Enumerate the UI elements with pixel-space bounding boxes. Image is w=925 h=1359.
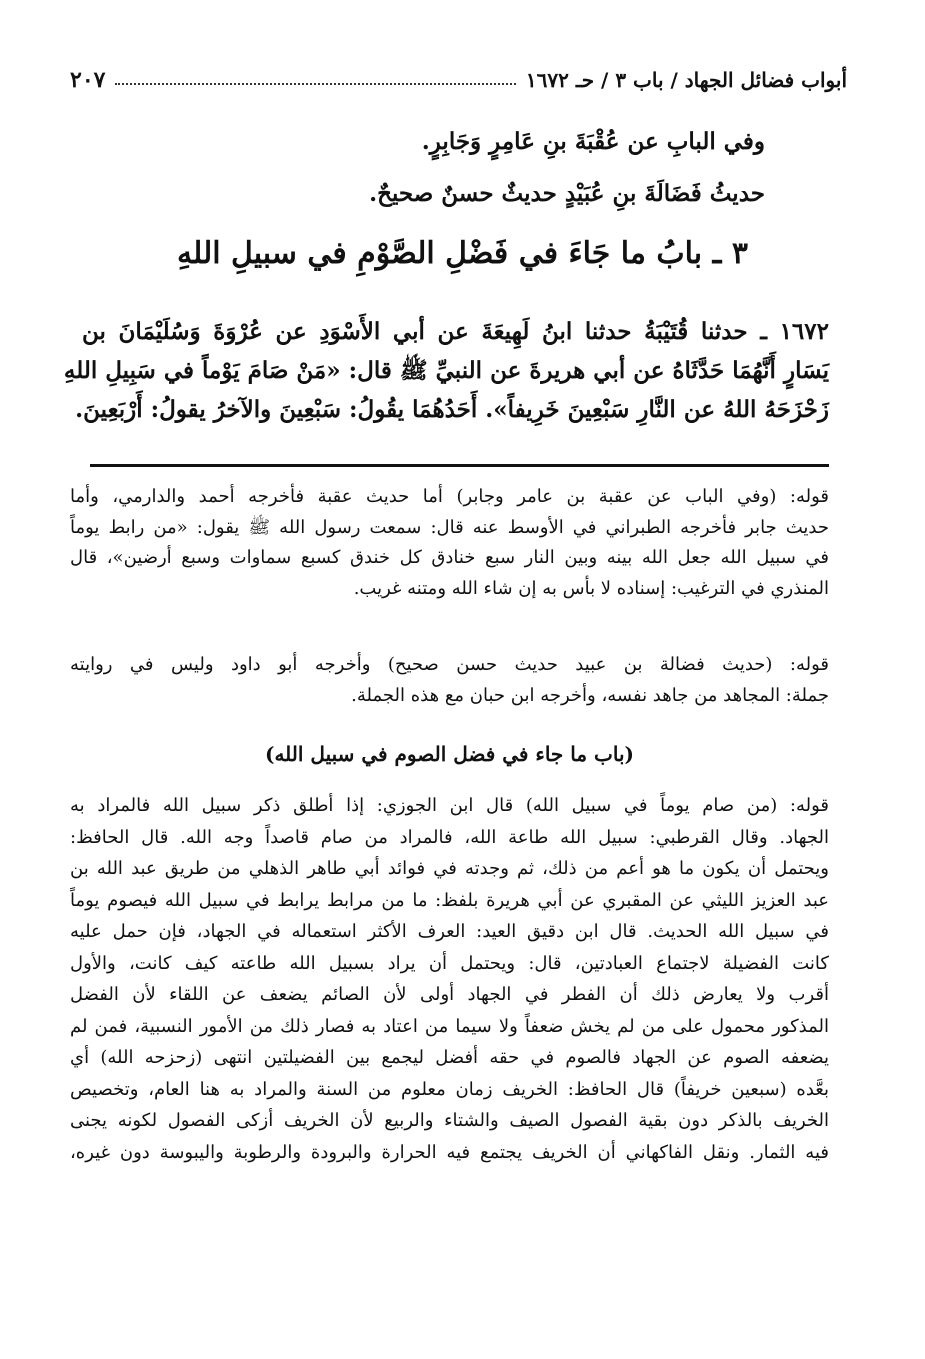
commentary-line: حديث جابر فأخرجه الطبراني في الأوسط عنه قال: سمعت رسول الله ﷺ يقول: «من رابط يوماً <box>70 516 829 538</box>
hadith-text <box>63 312 829 429</box>
hadith-line: ١٦٧٢ ـ حدثنا قُتَيْبَةُ حدثنا ابنُ لَهِيعَةَ عن أبي الأَسْوَدِ عن عُرْوَةَ وَسُلَيْمَانَ بن <box>82 318 829 345</box>
intro-line-2: حديثُ فَضَالَةَ بنِ عُبَيْدٍ حديثٌ حسنٌ صحيحٌ. <box>369 180 765 207</box>
intro-line-1: وفي البابِ عن عُقْبَةَ بنِ عَامِرٍ وَجَابِرٍ. <box>421 128 765 155</box>
commentary-line: قوله: (من صام يوماً في سبيل الله) قال ابن الجوزي: إذا أطلق ذكر سبيل الله فالمراد به <box>70 795 829 816</box>
commentary-line: أقرب ولا يعارض ذلك أن الفطر في الجهاد أولى لأن الصائم يضعف عن اللقاء لأن الفضل <box>70 984 829 1005</box>
commentary-line: الجهاد. وقال القرطبي: سبيل الله طاعة الله، فالمراد من صام قاصداً وجه الله. قال الحافظ: <box>70 826 829 848</box>
commentary-paragraph-1 <box>70 482 829 604</box>
commentary-paragraph-3 <box>70 790 829 1168</box>
commentary-line: عبد العزيز الليثي عن المقبري عن أبي هريرة بلفظ: ما من مرابط يرابط في سبيل الله فيصوم يوماً <box>70 889 829 911</box>
running-header <box>70 60 847 100</box>
hadith-line: يَسَارٍ أَنَّهُمَا حَدَّثَاهُ عن أبي هريرةَ عن النبيِّ ﷺ قال: «مَنْ صَامَ يَوْماً في سَبِيلِ اللهِ <box>63 357 829 384</box>
commentary-line: في سبيل الله جعل الله بينه وبين النار سبع خنادق كل خندق كسبع سماوات وسبع أرضين»، قال <box>70 547 829 568</box>
chapter-title: ٣ ـ بابُ ما جَاءَ في فَضْلِ الصَّوْمِ في سبيلِ اللهِ <box>177 236 748 271</box>
commentary-paragraph-2 <box>70 650 829 711</box>
footnote-divider <box>90 464 829 467</box>
commentary-line: جملة: المجاهد من جاهد نفسه، وأخرجه ابن حبان مع هذه الجملة. <box>351 684 829 706</box>
commentary-line: المنذري في الترغيب: إسناده لا بأس به إن شاء الله ومتنه غريب. <box>353 577 829 599</box>
commentary-line: بعَّده (سبعين خريفاً) قال الحافظ: الخريف زمان معلوم من السنة والمراد به هنا العام، وتخصيص <box>70 1078 829 1100</box>
commentary-line: ويحتمل أن يكون ما هو أعم من ذلك، ثم وجدته في فوائد أبي طاهر الذهلي من طريق عبد الله بن <box>70 858 829 879</box>
leader-dots <box>115 83 515 85</box>
commentary-line: يضعفه الصوم عن الجهاد فالصوم في حقه أفضل ليجمع بين الفضيلتين انتهى (زحزحه الله) أي <box>70 1047 829 1068</box>
commentary-line: فيه الثمار. ونقل الفاكهاني أن الخريف يجتمع فيه الحرارة والبرودة والرطوبة واليبوسة دون غيره، <box>70 1141 829 1163</box>
running-title: أبواب فضائل الجهاد / باب ٣ / حـ ١٦٧٢ <box>525 68 847 92</box>
commentary-line: الخريف بالذكر دون بقية الفصول الصيف والشتاء والربيع لأن الخريف أزكى الفصول لكونه يجنى <box>70 1110 829 1131</box>
commentary-line: كانت الفضيلة لاجتماع العبادتين، قال: ويحتمل أن يراد بسبيل الله طاعته كيف كانت، والأول <box>70 952 829 974</box>
commentary-line: في سبيل الله الحديث. قال ابن دقيق العيد: العرف الأكثر استعماله في الجهاد، فإن حمل عليه <box>70 921 830 942</box>
hadith-line: زَحْزَحَهُ اللهُ عن النَّارِ سَبْعِينَ خَرِيفاً». أَحَدُهُمَا يقُولُ: سَبْعِينَ والآخرُ يقولُ: أَرْبَعِينَ. <box>75 396 829 423</box>
commentary-subheading: (باب ما جاء في فضل الصوم في سبيل الله) <box>265 742 634 766</box>
commentary-line: قوله: (وفي الباب عن عقبة بن عامر وجابر) أما حديث عقبة فأخرجه أحمد والدارمي، وأما <box>70 486 829 507</box>
commentary-line: قوله: (حديث فضالة بن عبيد حديث حسن صحيح) وأخرجه أبو داود وليس في روايته <box>70 654 829 675</box>
page-number: ٢٠٧ <box>70 67 106 93</box>
commentary-line: المذكور محمول على من لم يخش ضعفاً ولا سيما من اعتاد به فصار ذلك من الأمور النسبية، فمن لم <box>70 1015 829 1037</box>
